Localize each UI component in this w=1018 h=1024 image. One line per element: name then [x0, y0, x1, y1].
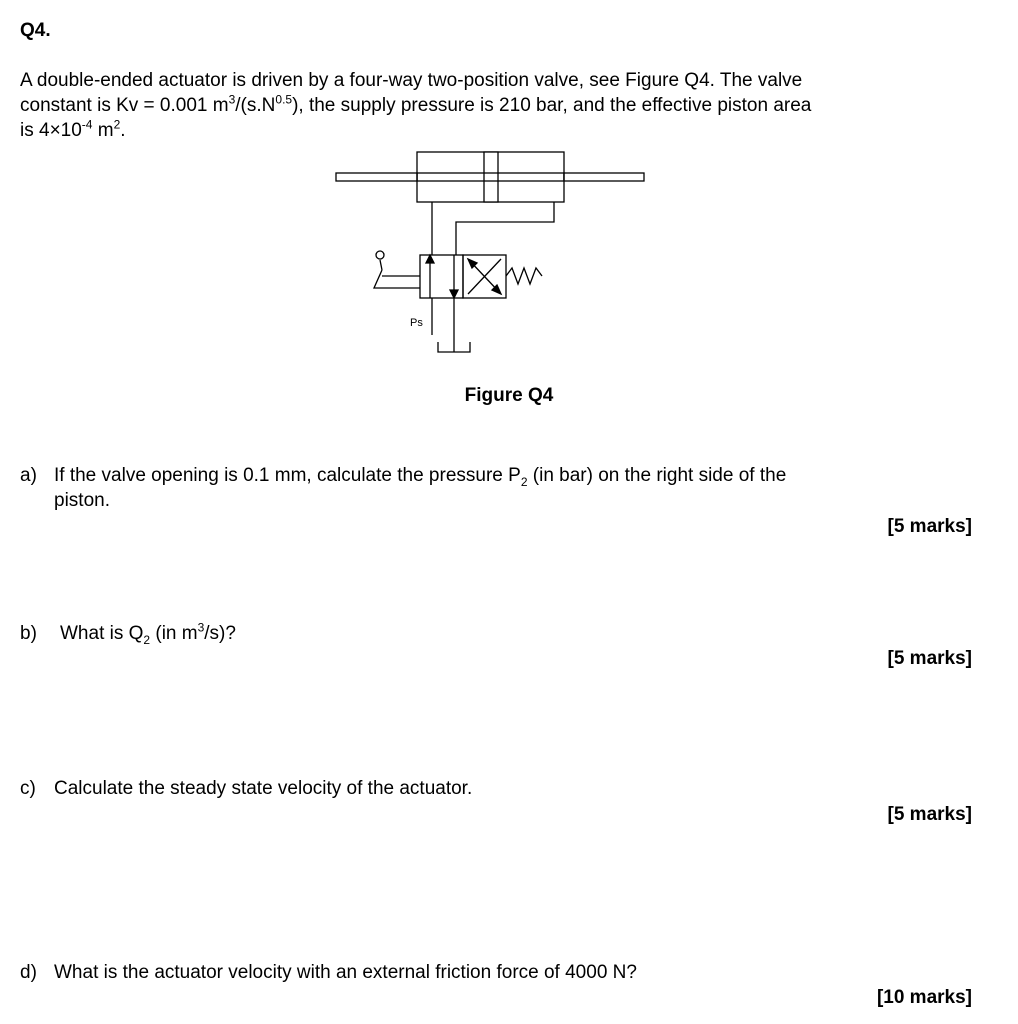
question-c-marks: [5 marks]: [887, 804, 972, 825]
question-a-marks: [5 marks]: [887, 516, 972, 537]
question-a: [20, 463, 980, 515]
question-a-label: a): [20, 465, 37, 486]
spring: [506, 268, 542, 284]
ps-label: Ps: [410, 317, 423, 329]
question-number: Q4.: [20, 20, 51, 41]
question-a-text: If the valve opening is 0.1 mm, calculate the pressure $P_2$ (in bar) on the right side of the piston.: [54, 465, 787, 511]
question-b-text: What is $Q_2$ (in $m^3/s$)?: [60, 620, 236, 647]
question-c-label: c): [20, 778, 36, 799]
question-b: [20, 621, 720, 647]
lever-actuator: [374, 260, 420, 288]
problem-statement: [20, 68, 995, 143]
question-d-text: What is the actuator velocity with an external friction force of 4000 N?: [54, 962, 637, 983]
question-d-marks: [10 marks]: [876, 987, 972, 1008]
figure-q4-diagram: [330, 140, 660, 370]
question-c-text: Calculate the steady state velocity of the actuator.: [54, 778, 473, 799]
line-b: [456, 202, 554, 255]
intro-line-1: A double-ended actuator is driven by a four-way two-position valve, see Figure Q4. The valve: [20, 70, 803, 91]
question-b-label: b): [20, 623, 37, 644]
question-b-marks: [5 marks]: [887, 648, 972, 669]
intro-line-3: is $4\times 10^{-4}$ $m^2$.: [20, 117, 126, 141]
piston: [484, 152, 498, 202]
lever-knob: [376, 251, 384, 259]
question-c: [20, 776, 720, 802]
question-d-label: d): [20, 962, 37, 983]
intro-line-2: constant is Kv = 0.001 $m^3/(s.N^{0.5})$, the supply pressure is 210 bar, and the effective piston area: [20, 92, 812, 116]
figure-caption: Figure Q4: [464, 385, 554, 406]
rod-right: [564, 173, 644, 181]
question-d: [20, 960, 820, 986]
rod-left: [336, 173, 417, 181]
